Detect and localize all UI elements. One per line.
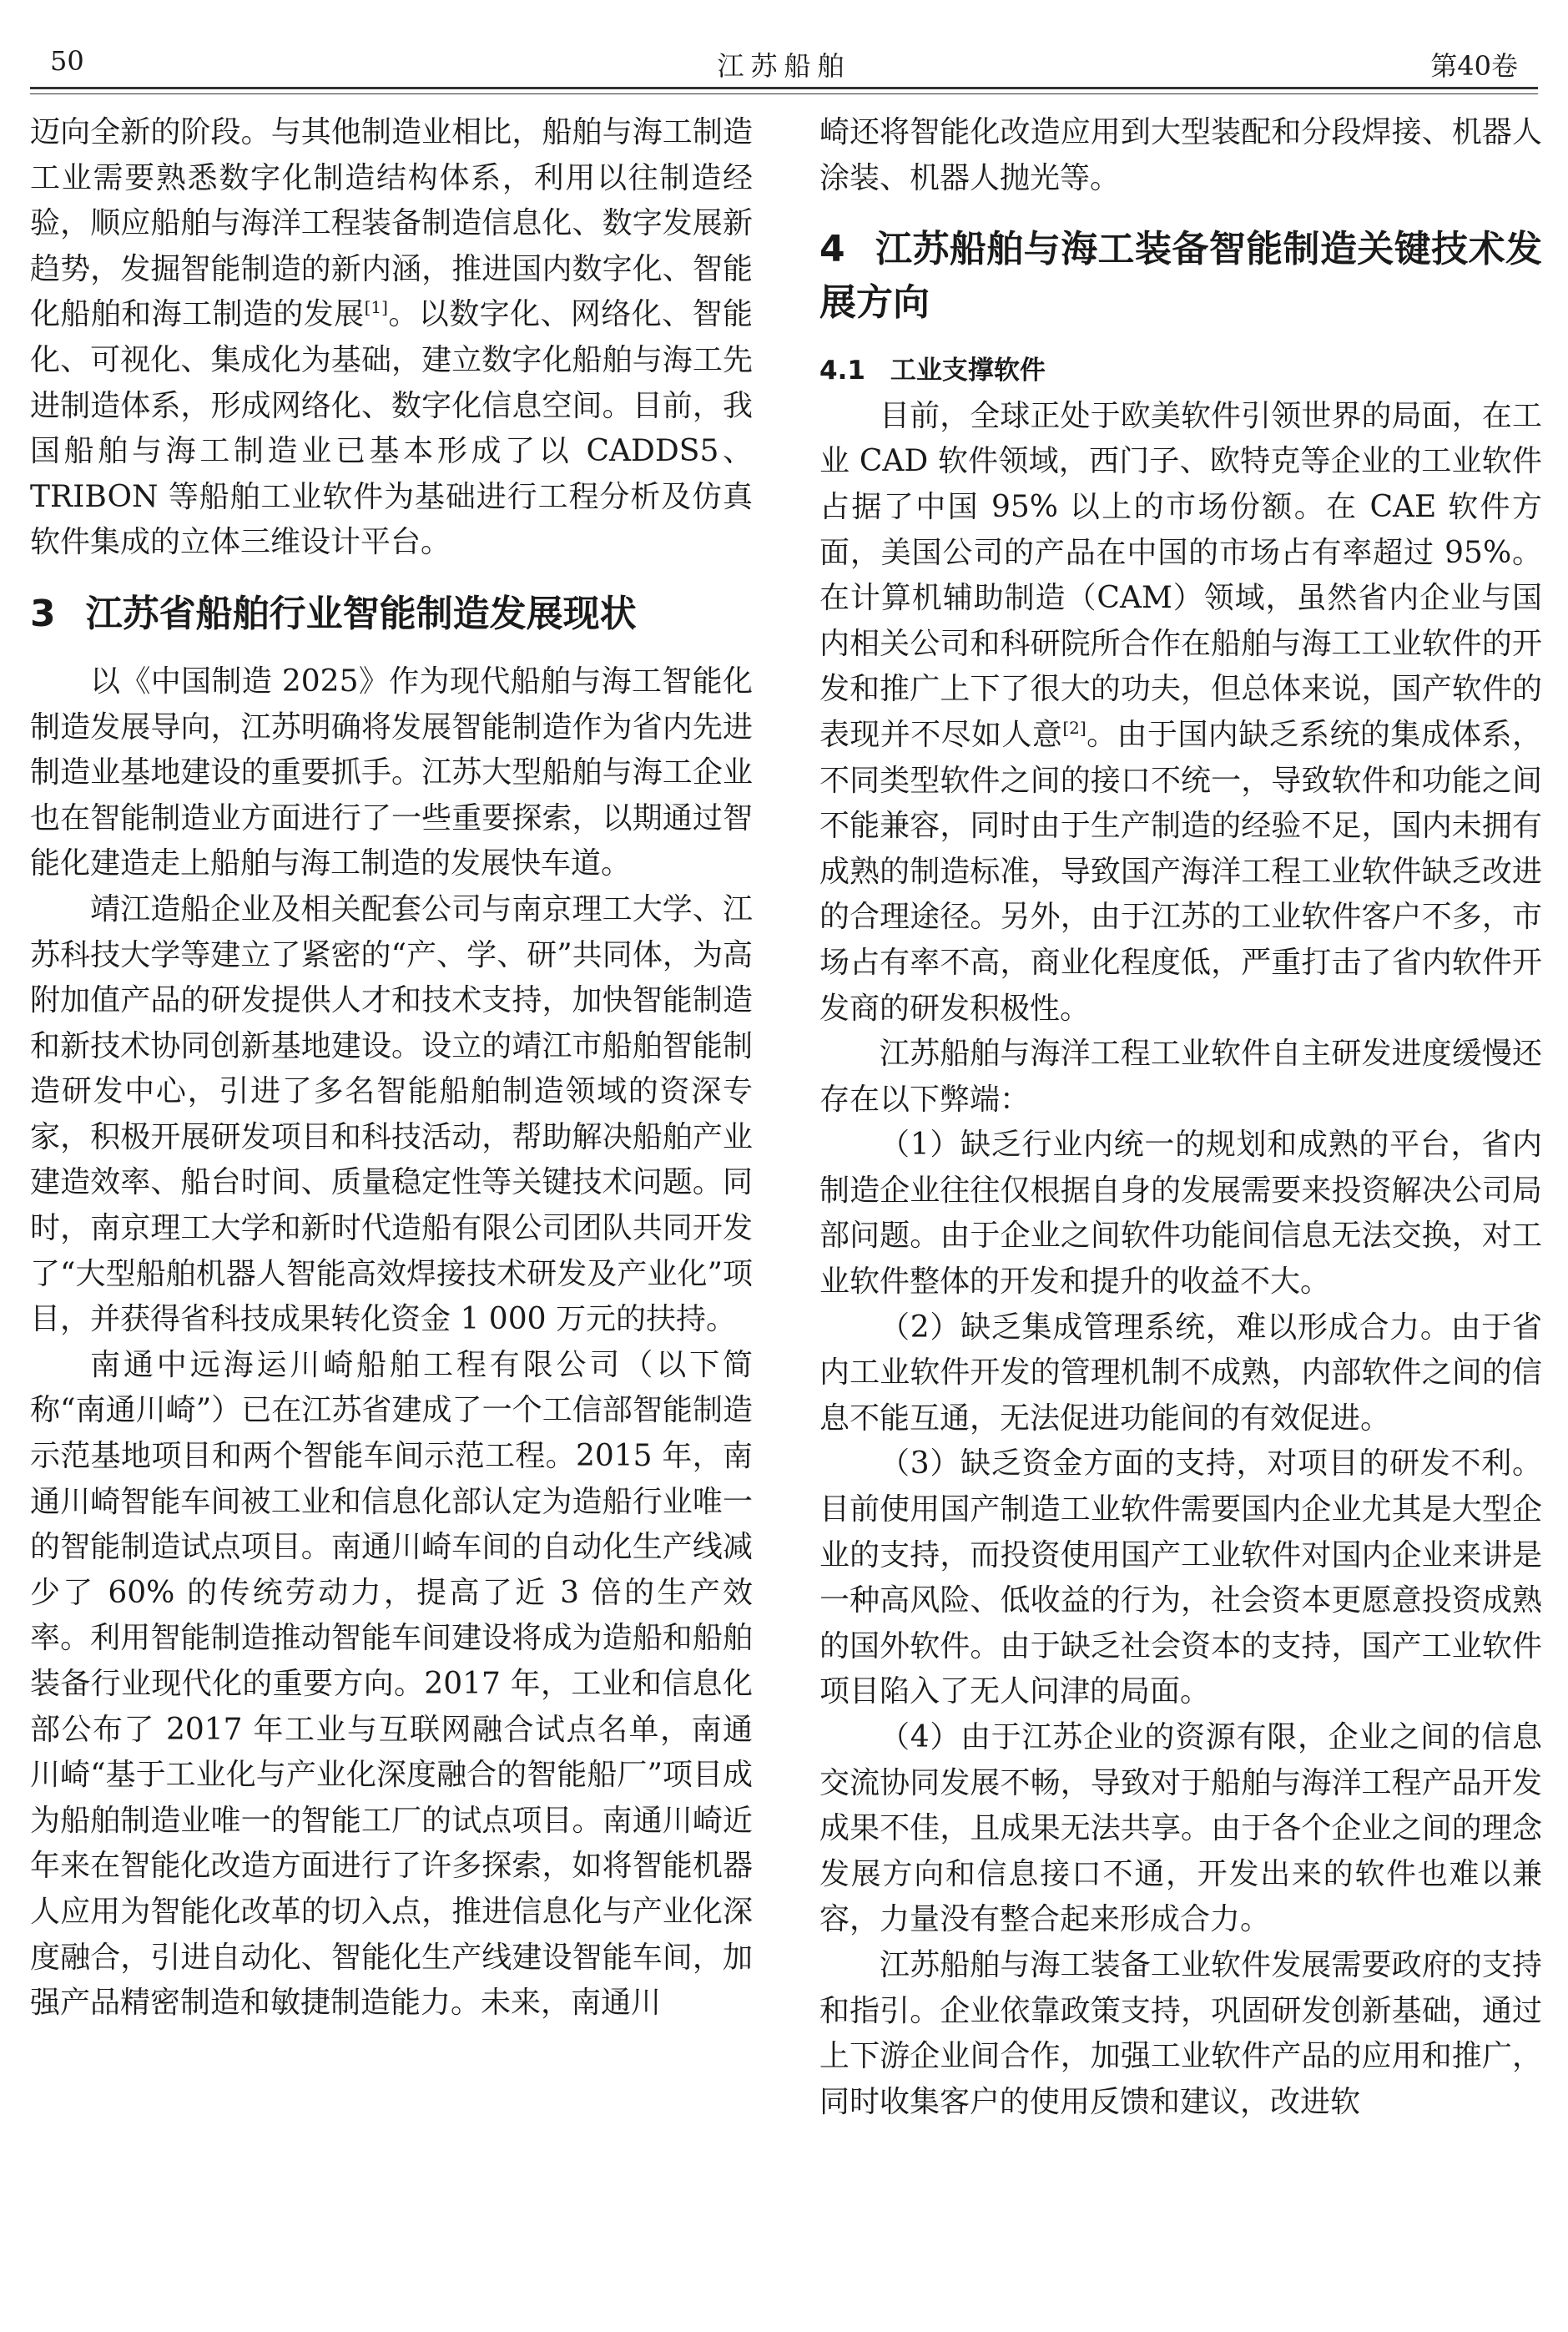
- paragraph: 江苏船舶与海洋工程工业软件自主研发进度缓慢还存在以下弊端：: [819, 1037, 1542, 1117]
- page-number: 50: [50, 45, 84, 77]
- section-heading-3: 3 江苏省船舶行业智能制造发展现状: [30, 592, 637, 635]
- paragraph: 迈向全新的阶段。与其他制造业相比，船舶与海工制造工业需要熟悉数字化制造结构体系，利用以往制造经验，顺应船舶与海洋工程装备制造信息化、数字发展新趋势，发掘智能制造的新内涵，推进国内数字化、智能化船舶和海工制造的发展[1]。以数字化、网络化、智能化、可视化、集成化为基础，建立数字化船舶与海工先进制造体系，形成网络化、数字化信息空间。目前，我国船舶与海工制造业已基本形成了以 CADDS5、TRIBON 等船舶工业软件为基础进行工程分析及仿真软件集成的立体三维设计平台。: [30, 115, 753, 560]
- right-column: [819, 110, 1542, 2125]
- paragraph: 以《中国制造 2025》作为现代船舶与海工智能化制造发展导向，江苏明确将发展智能制造作为省内先进制造业基地建设的重要抓手。江苏大型船舶与海工企业也在智能制造业方面进行了一些重要探索，以期通过智能化建造走上船舶与海工制造的发展快车道。: [30, 664, 753, 881]
- subsection-heading-4-1: 4.1 工业支撑软件: [819, 356, 1046, 386]
- journal-title: 江苏船舶: [717, 50, 851, 82]
- list-item: （4）由于江苏企业的资源有限，企业之间的信息交流协同发展不畅，导致对于船舶与海洋工程产品开发成果不佳，且成果无法共享。由于各个企业之间的理念发展方向和信息接口不通，开发出来的软件也难以兼容，力量没有整合起来形成合力。: [819, 1720, 1542, 1937]
- paragraph: 江苏船舶与海工装备工业软件发展需要政府的支持和指引。企业依靠政策支持，巩固研发创新基础，通过上下游企业间合作，加强工业软件产品的应用和推广，同时收集客户的使用反馈和建议，改进软: [819, 1947, 1542, 2119]
- volume-label: 第40卷: [1430, 50, 1518, 82]
- running-header: [33, 40, 1535, 82]
- header-rule-thick: [30, 87, 1538, 89]
- paragraph: 目前，全球正处于欧美软件引领世界的局面，在工业 CAD 软件领域，西门子、欧特克等企业的工业软件占据了中国 95% 以上的市场份额。在 CAE 软件方面，美国公司的产品在中国的市场占有率超过 95%。在计算机辅助制造（CAM）领域，虽然省内企业与国内相关公司和科研院所合作在船舶与海工工业软件的开发和推广上下了很大的功夫，但总体来说，国产软件的表现并不尽如人意[2]。由于国内缺乏系统的集成体系，不同类型软件之间的接口不统一，导致软件和功能之间不能兼容，同时由于生产制造的经验不足，国内未拥有成熟的制造标准，导致国产海洋工程工业软件缺乏改进的合理途径。另外，由于江苏的工业软件客户不多，市场占有率不高，商业化程度低，严重打击了省内软件开发商的研发积极性。: [819, 398, 1542, 1026]
- citation-ref[interactable]: [2]: [1062, 717, 1087, 738]
- paragraph: 靖江造船企业及相关配套公司与南京理工大学、江苏科技大学等建立了紧密的“产、学、研”共同体，为高附加值产品的研发提供人才和技术支持，加快智能制造和新技术协同创新基地建设。设立的靖江市船舶智能制造研发中心，引进了多名智能船舶制造领域的资深专家，积极开展研发项目和科技活动，帮助解决船舶产业建造效率、船台时间、质量稳定性等关键技术问题。同时，南京理工大学和新时代造船有限公司团队共同开发了“大型船舶机器人智能高效焊接技术研发及产业化”项目，并获得省科技成果转化资金 1 000 万元的扶持。: [30, 891, 753, 1337]
- left-column: [30, 110, 753, 2027]
- list-item: （1）缺乏行业内统一的规划和成熟的平台，省内制造企业往往仅根据自身的发展需要来投资解决公司局部问题。由于企业之间软件功能间信息无法交换，对工业软件整体的开发和提升的收益不大。: [819, 1128, 1542, 1300]
- list-item: （3）缺乏资金方面的支持，对项目的研发不利。目前使用国产制造工业软件需要国内企业尤其是大型企业的支持，而投资使用国产工业软件对国内企业来讲是一种高风险、低收益的行为，社会资本更愿意投资成熟的国外软件。由于缺乏社会资本的支持，国产工业软件项目陷入了无人问津的局面。: [819, 1446, 1542, 1709]
- list-item: （2）缺乏集成管理系统，难以形成合力。由于省内工业软件开发的管理机制不成熟，内部软件之间的信息不能互通，无法促进功能间的有效促进。: [819, 1310, 1542, 1436]
- citation-ref[interactable]: [1]: [364, 297, 388, 318]
- header-rule-thin: [30, 93, 1538, 94]
- paragraph: 南通中远海运川崎船舶工程有限公司（以下简称“南通川崎”）已在江苏省建成了一个工信部智能制造示范基地项目和两个智能车间示范工程。2015 年，南通川崎智能车间被工业和信息化部认定为造船行业唯一的智能制造试点项目。南通川崎车间的自动化生产线减少了 60% 的传统劳动力，提高了近 3 倍的生产效率。利用智能制造推动智能车间建设将成为造船和船舶装备行业现代化的重要方向。2017 年，工业和信息化部公布了 2017 年工业与互联网融合试点名单，南通川崎“基于工业化与产业化深度融合的智能船厂”项目成为船舶制造业唯一的智能工厂的试点项目。南通川崎近年来在智能化改造方面进行了许多探索，如将智能机器人应用为智能化改革的切入点，推进信息化与产业化深度融合，引进自动化、智能化生产线建设智能车间，加强产品精密制造和敏捷制造能力。未来，南通川: [30, 1347, 753, 2021]
- paragraph: 崎还将智能化改造应用到大型装配和分段焊接、机器人涂装、机器人抛光等。: [819, 115, 1542, 195]
- section-heading-4: 4 江苏船舶与海工装备智能制造关键技术发展方向: [819, 228, 1542, 325]
